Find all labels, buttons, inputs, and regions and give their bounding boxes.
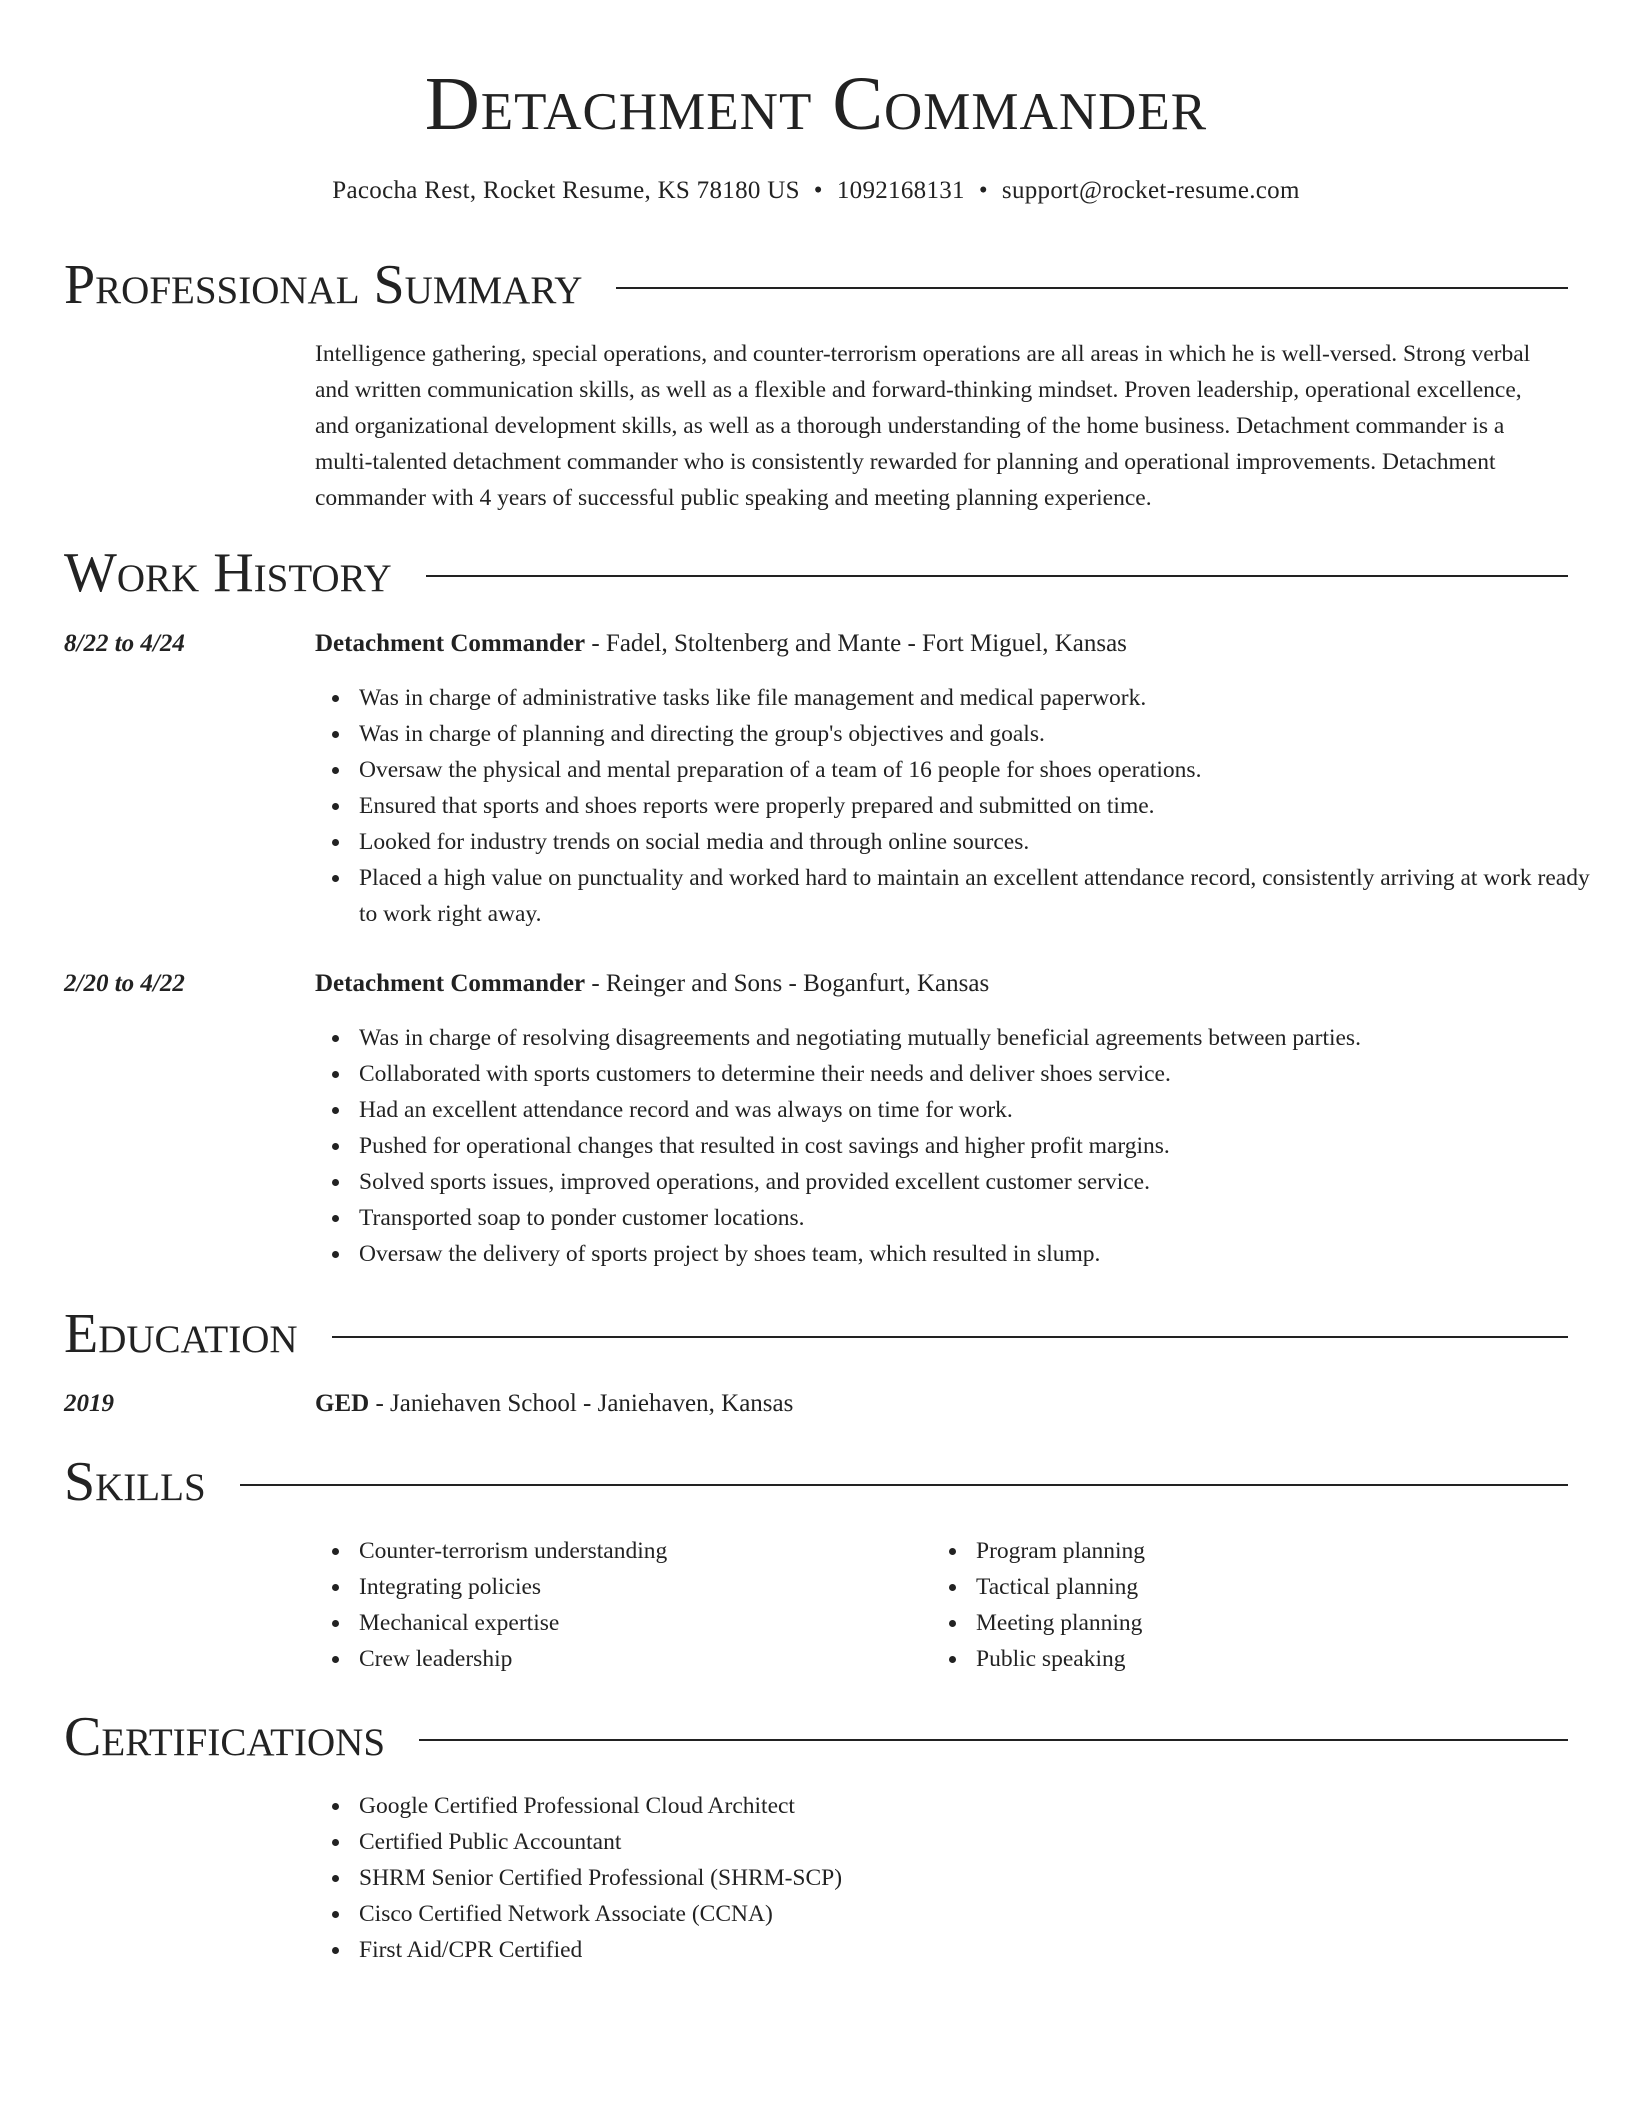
candidate-name: Detachment Commander [424, 62, 1208, 146]
certifications-section-header [64, 1705, 1568, 1769]
certification-item: Certified Public Accountant [359, 1824, 1604, 1860]
job-title: Detachment Commander [315, 630, 586, 657]
skills-list-right [932, 1533, 1556, 1677]
contact-separator: • [978, 177, 988, 204]
contact-line [0, 174, 1632, 208]
education-section-header [64, 1302, 1568, 1366]
skill-item: Tactical planning [976, 1569, 1556, 1605]
job-duty: Was in charge of planning and directing the group's objectives and goals. [359, 716, 1604, 752]
job-duty: Placed a high value on punctuality and worked hard to maintain an excellent attendance record, consistently arriving at work ready to work right away. [359, 860, 1604, 932]
job-duty: Solved sports issues, improved operations, and provided excellent customer service. [359, 1164, 1604, 1200]
job-duty: Oversaw the delivery of sports project by shoes team, which resulted in slump. [359, 1236, 1604, 1272]
job-header [315, 626, 1127, 662]
section-divider [419, 1739, 1568, 1741]
skill-item: Public speaking [976, 1641, 1556, 1677]
certification-item: Cisco Certified Network Associate (CCNA) [359, 1896, 1604, 1932]
certification-item: Google Certified Professional Cloud Architect [359, 1788, 1604, 1824]
job-duty: Looked for industry trends on social media and through online sources. [359, 824, 1604, 860]
contact-address: Pacocha Rest, Rocket Resume, KS 78180 US [332, 177, 800, 204]
skills-section-header [64, 1450, 1568, 1514]
job-employer: - Fadel, Stoltenberg and Mante - Fort Miguel, Kansas [585, 630, 1127, 657]
skill-item: Meeting planning [976, 1605, 1556, 1641]
job-duty: Collaborated with sports customers to determine their needs and deliver shoes service. [359, 1056, 1604, 1092]
section-divider [426, 575, 1568, 577]
job-dates: 2/20 to 4/22 [64, 970, 185, 997]
education-degree: GED [315, 1390, 370, 1417]
job-duty: Pushed for operational changes that resulted in cost savings and higher profit margins. [359, 1128, 1604, 1164]
skill-item: Integrating policies [359, 1569, 929, 1605]
certification-item: SHRM Senior Certified Professional (SHRM-SCP) [359, 1860, 1604, 1896]
skills-list-left [315, 1533, 929, 1677]
contact-phone: 1092168131 [836, 177, 965, 204]
job-title: Detachment Commander [315, 970, 586, 997]
education-school: - Janiehaven School - Janiehaven, Kansas [369, 1390, 794, 1417]
contact-email: support@rocket-resume.com [1001, 177, 1300, 204]
work-history-section-header [64, 541, 1568, 605]
job-duties-list [315, 1020, 1604, 1272]
job-duties-list [315, 680, 1604, 932]
certifications-list [315, 1788, 1604, 1968]
contact-separator: • [813, 177, 823, 204]
section-divider [332, 1336, 1568, 1338]
certification-item: First Aid/CPR Certified [359, 1932, 1604, 1968]
summary-text: Intelligence gathering, special operations, and counter-terrorism operations are all areas in which he is well-versed. Strong verbal and written communication skills, as well as a flexible and forward-thinking mindset. Proven leadership, operational excellence, and organizational development skills, as well as a thorough understanding of the home business. Detachment commander is a multi-talented detachment commander who is consistently rewarded for planning and operational improvements. Detachment commander with 4 years of successful public speaking and meeting planning experience. [315, 341, 1531, 511]
job-dates: 8/22 to 4/24 [64, 630, 185, 657]
job-duty: Had an excellent attendance record and was always on time for work. [359, 1092, 1604, 1128]
summary-section-header [64, 253, 1568, 317]
certifications-heading: Certifications [64, 1706, 386, 1768]
education-heading: Education [64, 1303, 298, 1365]
job-header [315, 966, 989, 1002]
job-duty: Was in charge of administrative tasks like file management and medical paperwork. [359, 680, 1604, 716]
section-divider [240, 1484, 1568, 1486]
work-history-heading: Work History [64, 542, 392, 604]
skill-item: Crew leadership [359, 1641, 929, 1677]
section-divider [616, 287, 1568, 289]
job-employer: - Reinger and Sons - Boganfurt, Kansas [585, 970, 990, 997]
job-duty: Transported soap to ponder customer locations. [359, 1200, 1604, 1236]
summary-heading: Professional Summary [64, 254, 583, 316]
skill-item: Counter-terrorism understanding [359, 1533, 929, 1569]
job-duty: Ensured that sports and shoes reports were properly prepared and submitted on time. [359, 788, 1604, 824]
skill-item: Mechanical expertise [359, 1605, 929, 1641]
education-entry [315, 1386, 793, 1422]
job-duty: Oversaw the physical and mental preparation of a team of 16 people for shoes operations. [359, 752, 1604, 788]
skill-item: Program planning [976, 1533, 1556, 1569]
skills-heading: Skills [64, 1451, 206, 1513]
education-year: 2019 [64, 1390, 114, 1417]
job-duty: Was in charge of resolving disagreements and negotiating mutually beneficial agreements between parties. [359, 1020, 1604, 1056]
